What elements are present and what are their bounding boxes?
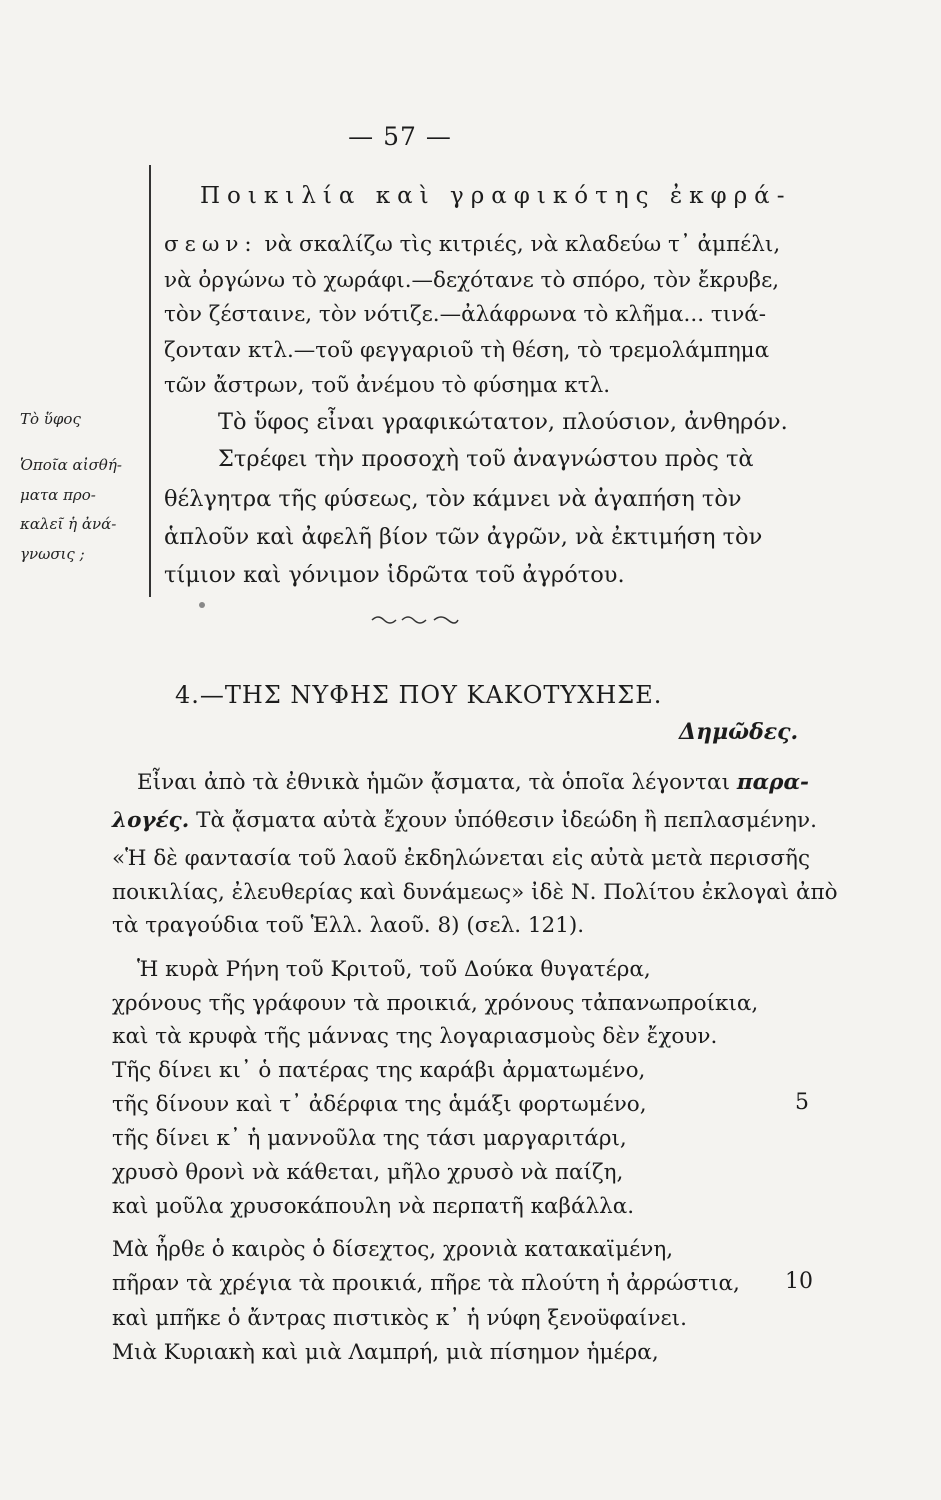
poem-line: καὶ τὰ κρυφὰ τῆς μάννας της λογαριασμοὺς δὲν ἔχουν. xyxy=(112,1024,718,1049)
poem-line: Μιὰ Κυριακὴ καὶ μιὰ Λαμπρή, μιὰ πίσημον ἡμέρα, xyxy=(112,1340,659,1365)
intro-line: «Ἡ δὲ φαντασία τοῦ λαοῦ ἐκδηλώνεται εἰς αὐτὰ μετὰ περισσῆς xyxy=(112,846,810,871)
section-divider-ornament xyxy=(370,612,460,626)
margin-note-question-4: γνωσις ; xyxy=(20,545,85,563)
commentary-line: Στρέφει τὴν προσοχὴ τοῦ ἀναγνώστου πρὸς τὰ xyxy=(218,446,754,472)
margin-note-question-1: Ὁποῖα αἰσθή- xyxy=(20,456,122,474)
poem-line-number: 5 xyxy=(795,1090,809,1115)
poem-line: Τῆς δίνει κι᾽ ὁ πατέρας της καράβι ἀρματωμένο, xyxy=(112,1058,646,1083)
margin-note-question-2: ματα προ- xyxy=(20,486,96,504)
commentary-line: Τὸ ὕφος εἶναι γραφικώτατον, πλούσιον, ἀνθηρόν. xyxy=(218,409,788,435)
margin-note-style: Τὸ ὕφος xyxy=(20,410,81,428)
margin-rule xyxy=(149,165,151,597)
poem-line: τῆς δίνουν καὶ τ᾽ ἀδέρφια της ἁμάξι φορτωμένο, xyxy=(112,1092,647,1117)
section-heading: 4.—ΤΗΣ ΝΥΦΗΣ ΠΟΥ ΚΑΚΟΤΥΧΗΣΕ. xyxy=(175,681,663,709)
poem-line-number: 10 xyxy=(785,1269,813,1294)
poem-line: τῆς δίνει κ᾽ ἡ μαννοῦλα της τάσι μαργαριτάρι, xyxy=(112,1126,627,1151)
poem-line: καὶ μπῆκε ὁ ἄντρας πιστικὸς κ᾽ ἡ νύφη ξενοϋφαίνει. xyxy=(112,1306,687,1331)
commentary-line: τὸν ζέσταινε, τὸν νότιζε.—ἀλάφρωνα τὸ κλῆμα... τινά- xyxy=(164,302,767,327)
margin-note-question-3: καλεῖ ἡ ἀνά- xyxy=(20,515,117,533)
ink-dot xyxy=(199,602,205,608)
intro-line xyxy=(112,808,817,833)
intro-line: τὰ τραγούδια τοῦ Ἑλλ. λαοῦ. 8) (σελ. 121). xyxy=(112,913,585,938)
intro-term: παρα- xyxy=(736,770,809,795)
section-subheading: Δημῶδες. xyxy=(679,719,799,745)
intro-term: λογές. xyxy=(112,808,190,833)
commentary-line xyxy=(164,232,780,257)
commentary-line: Ποικιλία καὶ γραφικότης ἐκφρά- xyxy=(200,183,792,209)
commentary-line: νὰ ὀργώνω τὸ χωράφι.—δεχότανε τὸ σπόρο, τὸν ἔκρυβε, xyxy=(164,268,780,293)
commentary-line: ζονταν κτλ.—τοῦ φεγγαριοῦ τὴ θέση, τὸ τρεμολάμπημα xyxy=(164,338,770,363)
intro-text: Εἶναι ἀπὸ τὰ ἐθνικὰ ἡμῶν ᾄσματα, τὰ ὁποῖα λέγονται xyxy=(137,770,731,795)
poem-line: χρόνους τῆς γράφουν τὰ προικιά, χρόνους τἀπανωπροίκια, xyxy=(112,991,759,1016)
intro-line: ποικιλίας, ἐλευθερίας καὶ δυνάμεως» ἰδὲ Ν. Πολίτου ἐκλογαὶ ἀπὸ xyxy=(112,880,838,905)
intro-line xyxy=(137,770,809,795)
intro-text: Τὰ ᾄσματα αὐτὰ ἔχουν ὑπόθεσιν ἰδεώδη ἢ πεπλασμένην. xyxy=(196,808,817,833)
poem-line: πῆραν τὰ χρέγια τὰ προικιά, πῆρε τὰ πλούτη ἡ ἀρρώστια, xyxy=(112,1271,740,1296)
commentary-line: ἁπλοῦν καὶ ἀφελῆ βίον τῶν ἀγρῶν, νὰ ἐκτιμήση τὸν xyxy=(164,524,763,550)
commentary-text: νὰ σκαλίζω τὶς κιτριές, νὰ κλαδεύω τ᾽ ἀμπέλι, xyxy=(264,232,781,257)
commentary-line: τῶν ἄστρων, τοῦ ἀνέμου τὸ φύσημα κτλ. xyxy=(164,373,611,398)
commentary-term: σεων: xyxy=(164,232,258,257)
commentary-line: τίμιον καὶ γόνιμον ἱδρῶτα τοῦ ἀγρότου. xyxy=(164,562,625,588)
poem-line: Ἡ κυρὰ Ρήνη τοῦ Κριτοῦ, τοῦ Δούκα θυγατέρα, xyxy=(137,957,651,982)
commentary-line: θέλγητρα τῆς φύσεως, τὸν κάμνει νὰ ἀγαπήση τὸν xyxy=(164,486,742,512)
poem-line: καὶ μοῦλα χρυσοκάπουλη νὰ περπατῆ καβάλλα. xyxy=(112,1194,635,1219)
poem-line: Μὰ ἦρθε ὁ καιρὸς ὁ δίσεχτος, χρονιὰ κατακαϊμένη, xyxy=(112,1237,674,1262)
poem-line: χρυσὸ θρονὶ νὰ κάθεται, μῆλο χρυσὸ νὰ παίζη, xyxy=(112,1160,624,1185)
page-number: — 57 — xyxy=(348,122,452,151)
